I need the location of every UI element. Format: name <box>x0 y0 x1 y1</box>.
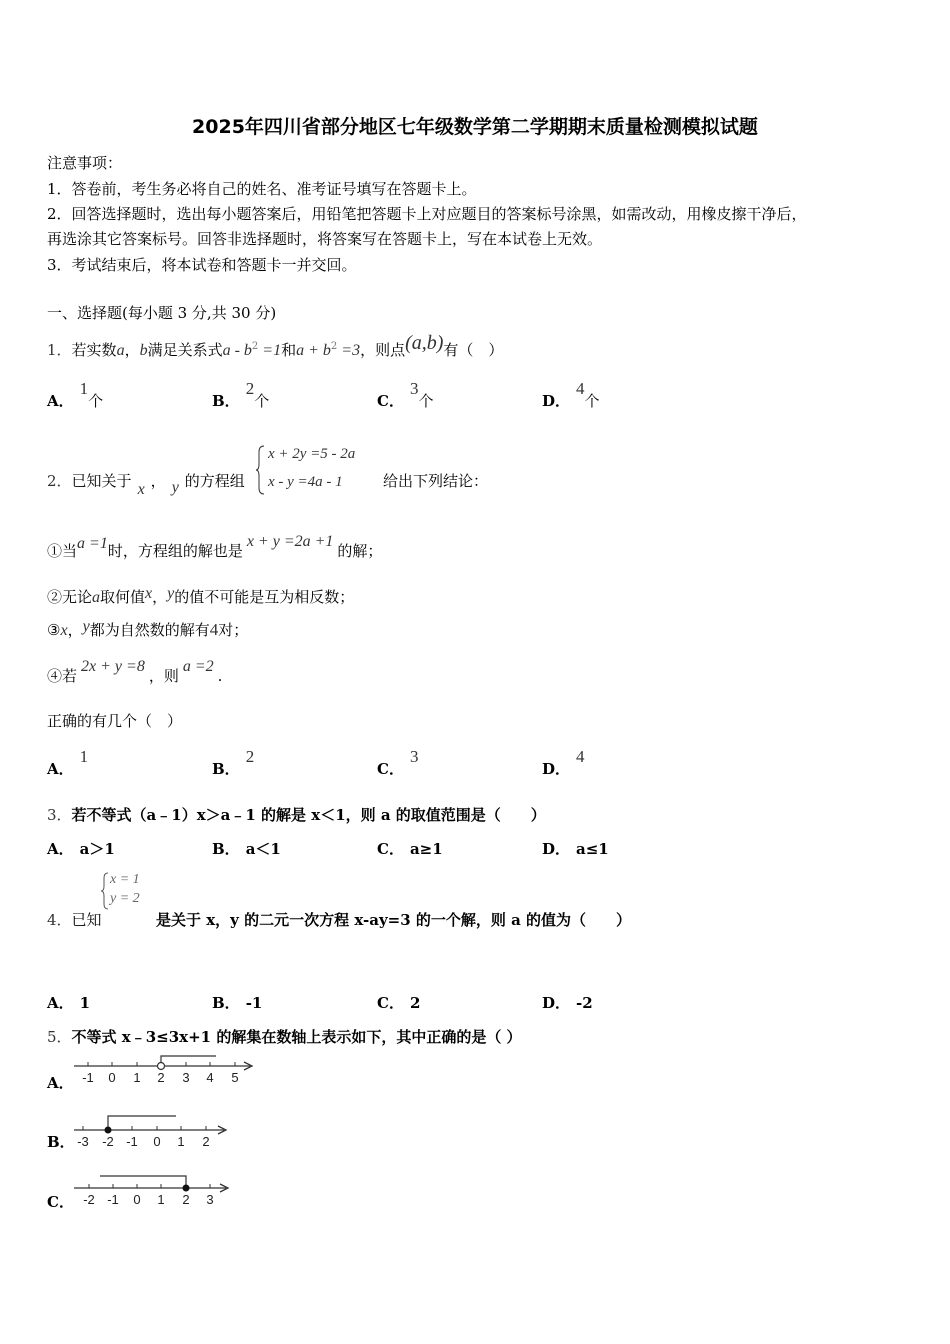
page-title: 2025年四川省部分地区七年级数学第二学期期末质量检测模拟试题 <box>192 116 758 138</box>
c2-text: ②无论 <box>47 588 93 606</box>
c2-comma: ， <box>152 588 168 606</box>
q2-conclusion-4 <box>47 658 223 686</box>
q2-var-y: y <box>171 479 179 496</box>
q1-eq-1-end: =1 <box>258 342 282 359</box>
question-3 <box>47 804 546 825</box>
c2-var-x: x <box>145 585 153 602</box>
option-letter: B． <box>212 392 240 410</box>
question-number: 2． <box>47 472 72 490</box>
question-1 <box>47 332 504 361</box>
q2-option-d[interactable] <box>542 747 585 779</box>
q5-option-b-number-line[interactable] <box>70 1110 240 1150</box>
option-value: 4 <box>576 747 585 766</box>
c2-text-3: 的值不可能是互为相反数； <box>174 588 355 606</box>
q2-var-x: x <box>137 481 145 498</box>
q1-eq-1: a - b <box>222 342 252 359</box>
option-unit: 个 <box>254 392 270 410</box>
q1-var-a: a <box>116 342 125 359</box>
tick-label: -1 <box>107 1192 119 1207</box>
option-letter: A． <box>47 840 74 858</box>
question-number: 3． <box>47 806 72 824</box>
c3-comma: ， <box>67 621 83 639</box>
option-letter: A． <box>47 994 74 1012</box>
q4-option-a[interactable] <box>47 992 90 1013</box>
q2-conclusion-1 <box>47 533 383 561</box>
q1-eq-2: a + b <box>296 342 331 359</box>
q1-point: (a,b) <box>405 332 444 354</box>
q4-option-d[interactable] <box>542 992 593 1013</box>
q3-option-c[interactable] <box>377 838 443 859</box>
option-letter: D． <box>542 760 571 778</box>
option-letter: B． <box>212 840 240 858</box>
q1-text-1: 若实数 <box>71 341 117 359</box>
c1-text: ①当 <box>47 542 78 560</box>
option-value: -2 <box>576 994 593 1012</box>
notice-item-3: 3．考试结束后，将本试卷和答题卡一并交回。 <box>47 256 357 274</box>
q5-option-c-number-line[interactable] <box>70 1168 240 1210</box>
c3-var-x: x <box>60 622 68 639</box>
open-circle-icon <box>158 1063 165 1070</box>
q2-system-eq-1: x + 2y =5 - 2a <box>268 446 356 462</box>
option-unit: 个 <box>584 392 600 410</box>
q5-option-b-letter[interactable]: B． <box>47 1133 75 1151</box>
option-value: 1 <box>79 747 89 766</box>
q5-option-c-letter[interactable]: C． <box>47 1193 74 1211</box>
option-letter: A． <box>47 760 74 778</box>
option-value: 3 <box>409 747 419 766</box>
tick-label: -2 <box>102 1134 114 1149</box>
question-number: 5． <box>47 1028 72 1046</box>
q4-system-brace <box>101 872 109 910</box>
option-value: a≥1 <box>409 840 443 858</box>
c4-text: ④若 <box>47 667 78 685</box>
option-value: 1 <box>79 994 91 1012</box>
option-letter: D． <box>542 840 571 858</box>
question-number: 4． <box>47 911 72 929</box>
question-4 <box>47 909 102 930</box>
tick-label: 4 <box>206 1070 214 1085</box>
c4-eq: 2x + y =8 <box>81 658 145 675</box>
q1-var-b: b <box>139 342 148 359</box>
option-letter: C． <box>377 840 404 858</box>
option-letter: D． <box>542 392 571 410</box>
option-letter: B． <box>212 760 240 778</box>
notice-item-2b: 再选涂其它答案标号。回答非选择题时，将答案写在答题卡上，写在本试卷上无效。 <box>47 230 603 248</box>
q1-exp-2: 2 <box>330 341 338 352</box>
option-letter: D． <box>542 994 571 1012</box>
option-value: a＜1 <box>245 840 281 858</box>
question-5 <box>47 1026 522 1047</box>
q4-system-eq-1: x = 1 <box>110 872 140 887</box>
q1-option-d[interactable] <box>542 379 600 411</box>
option-value: 2 <box>409 994 421 1012</box>
q1-and: 和 <box>281 341 297 359</box>
notice-heading: 注意事项： <box>47 154 123 172</box>
tick-label: -2 <box>83 1192 95 1207</box>
tick-label: 2 <box>182 1192 190 1207</box>
option-unit: 个 <box>88 392 104 410</box>
q4-option-b[interactable] <box>212 992 262 1013</box>
c1-eq-2: x + y =2a +1 <box>246 533 334 550</box>
q1-exp-1: 2 <box>251 341 259 352</box>
q4-system-eq-2: y = 2 <box>110 891 140 906</box>
c4-text-2: ，则 <box>148 667 179 685</box>
option-unit: 个 <box>418 392 434 410</box>
q1-text-4: 有（ ） <box>443 341 504 359</box>
option-letter: C． <box>377 994 404 1012</box>
q1-eq-2-end: =3 <box>337 342 361 359</box>
q1-text-2: 满足关系式 <box>147 341 223 359</box>
tick-label: -1 <box>126 1134 138 1149</box>
option-letter: A． <box>47 392 74 410</box>
q2-system-eq-2: x - y =4a - 1 <box>268 474 343 490</box>
q5-text: 不等式 x﹣3≤3x+1 的解集在数轴上表示如下，其中正确的是（ ） <box>71 1028 522 1046</box>
q3-option-a[interactable] <box>47 838 115 859</box>
tick-label: 2 <box>157 1070 165 1085</box>
tick-label: 0 <box>133 1192 141 1207</box>
c1-eq: a =1 <box>77 535 108 552</box>
q2-option-a[interactable] <box>47 747 89 779</box>
option-value: 2 <box>245 747 255 766</box>
q1-text-3: ，则点 <box>360 341 406 359</box>
notice-item-1: 1．答卷前，考生务必将自己的姓名、准考证号填写在答题卡上。 <box>47 180 477 198</box>
q4-option-c[interactable] <box>377 992 420 1013</box>
option-letter: C． <box>377 392 404 410</box>
option-letter: C． <box>377 760 404 778</box>
q5-option-a-number-line[interactable] <box>70 1052 260 1088</box>
tick-label: 0 <box>153 1134 161 1149</box>
c3-text: ③ <box>47 621 61 639</box>
c4-text-3: . <box>217 667 223 685</box>
notice-item-2a: 2．回答选择题时，选出每小题答案后，用铅笔把答题卡上对应题目的答案标号涂黑，如需改动，用橡皮擦干净后， <box>47 205 807 223</box>
section-heading: 一、选择题(每小题 3 分,共 30 分) <box>47 304 277 322</box>
q3-text: 若不等式（a﹣1）x＞a﹣1 的解是 x＜1，则 a 的取值范围是（ ） <box>71 806 546 824</box>
tick-label: 1 <box>133 1070 141 1085</box>
q2-conclusion-3 <box>47 619 248 640</box>
tick-label: 3 <box>206 1192 214 1207</box>
c3-text-2: 都为自然数的解有 <box>89 621 210 639</box>
q2-question: 正确的有几个（ ） <box>47 712 183 730</box>
tick-label: 3 <box>182 1070 190 1085</box>
q3-option-b[interactable] <box>212 838 281 859</box>
option-letter: B． <box>212 994 240 1012</box>
tick-label: -3 <box>77 1134 89 1149</box>
solid-dot-icon <box>105 1127 112 1134</box>
q3-option-d[interactable] <box>542 838 609 859</box>
q1-option-a[interactable] <box>47 379 104 411</box>
tick-label: -1 <box>82 1070 94 1085</box>
option-value: a＞1 <box>79 840 115 858</box>
option-value: 2 <box>245 379 255 398</box>
q1-comma: ， <box>124 341 140 359</box>
q2-conclusion-2 <box>47 586 354 607</box>
c3-var-y: y <box>82 618 90 635</box>
q2-option-c[interactable] <box>377 747 419 779</box>
c1-text-3: 的解； <box>337 542 383 560</box>
c1-text-2: 时，方程组的解也是 <box>107 542 243 560</box>
q2-option-b[interactable] <box>212 747 255 779</box>
q2-comma: ， <box>150 472 166 490</box>
option-value: 3 <box>409 379 419 398</box>
q4-text-2: 是关于 x，y 的二元一次方程 x-ay=3 的一个解，则 a 的值为（ ） <box>156 911 632 929</box>
solid-dot-icon <box>183 1185 190 1192</box>
option-value: -1 <box>245 994 263 1012</box>
q4-text-1: 已知 <box>71 911 102 929</box>
option-value: 4 <box>576 379 585 398</box>
tick-label: 2 <box>202 1134 210 1149</box>
option-value: 1 <box>79 379 89 398</box>
option-value: a≤1 <box>576 840 609 858</box>
q5-option-a-letter[interactable]: A． <box>47 1074 74 1092</box>
c4-eq-2: a =2 <box>182 658 214 675</box>
q2-text-1: 已知关于 <box>71 472 132 490</box>
tick-label: 5 <box>231 1070 239 1085</box>
tick-label: 1 <box>177 1134 185 1149</box>
q2-system-brace <box>256 444 266 496</box>
question-number: 1． <box>47 341 72 359</box>
q1-option-b[interactable] <box>212 379 270 411</box>
q1-option-c[interactable] <box>377 379 434 411</box>
tick-label: 1 <box>157 1192 165 1207</box>
c3-number: 4 <box>209 620 219 639</box>
q2-text-3: 给出下列结论： <box>383 472 489 490</box>
c2-text-2: 取何值 <box>100 588 146 606</box>
q2-text-2: 的方程组 <box>184 472 245 490</box>
question-2 <box>47 470 245 498</box>
tick-label: 0 <box>108 1070 116 1085</box>
c2-var-y: y <box>167 585 175 602</box>
c3-text-3: 对； <box>218 621 249 639</box>
c2-var: a <box>92 589 101 606</box>
